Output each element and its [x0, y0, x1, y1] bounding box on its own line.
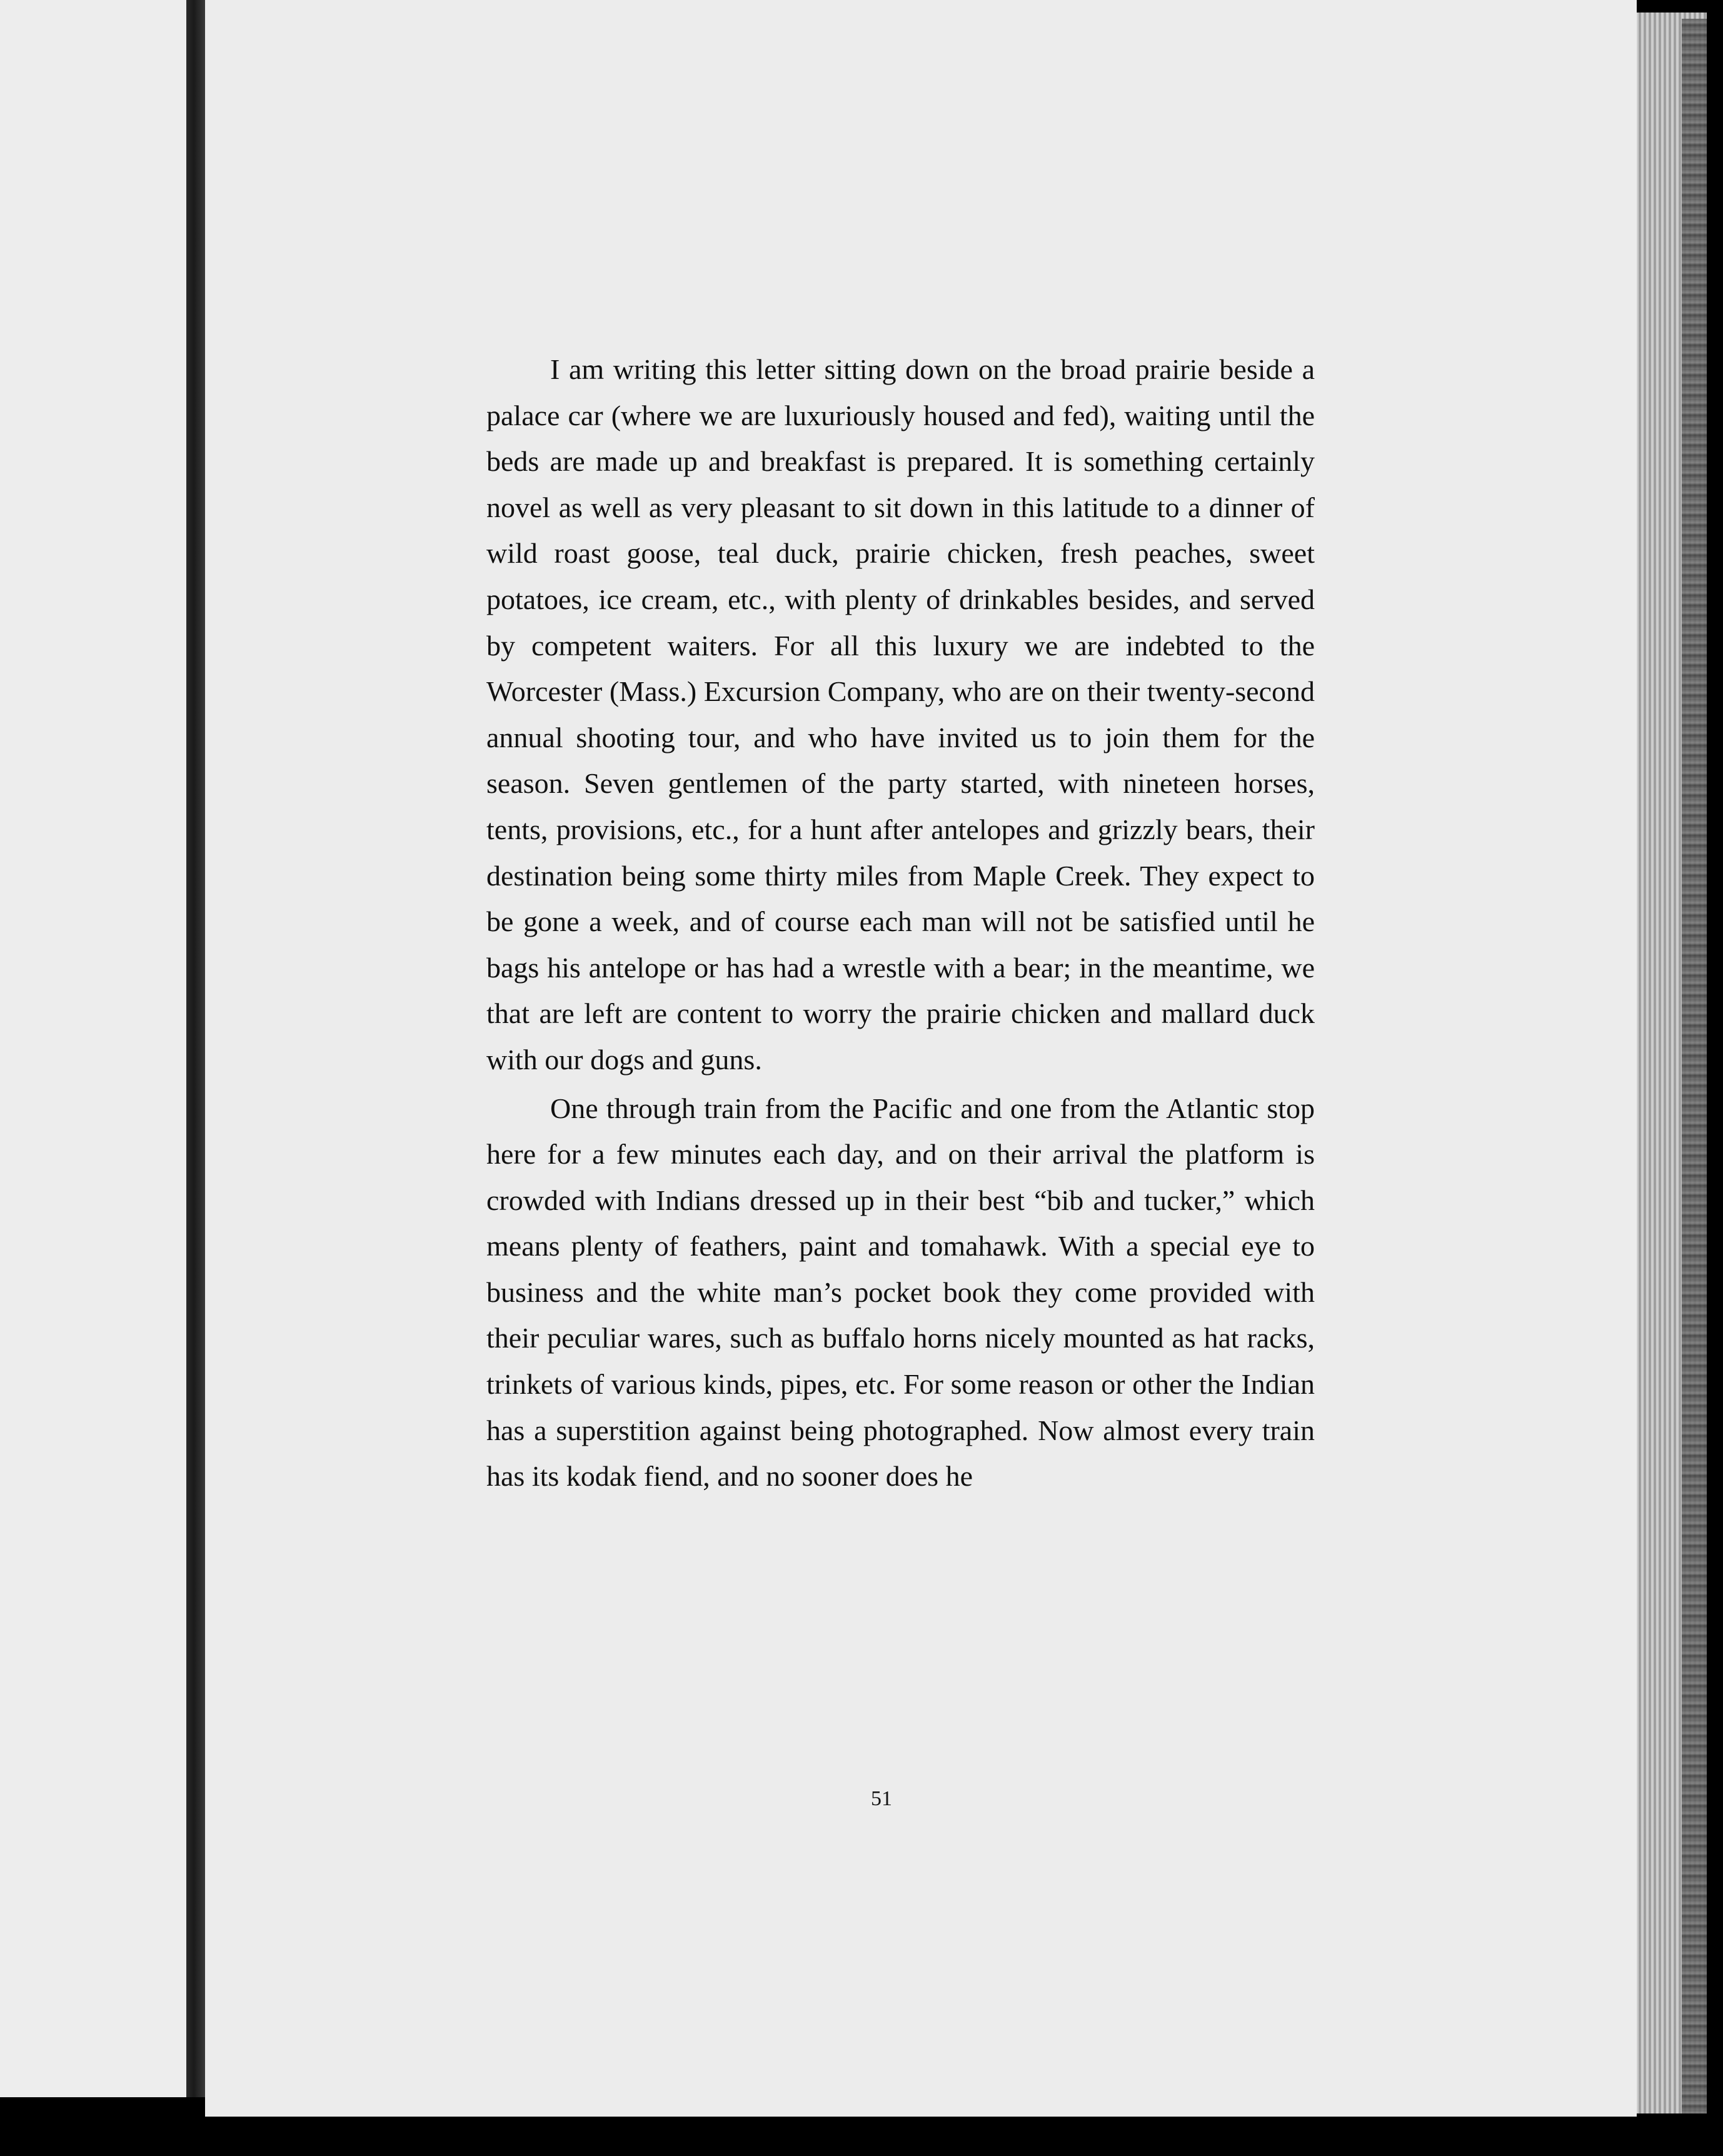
body-text	[486, 346, 1315, 1499]
paragraph-1: I am writing this letter sitting down on the broad prairie beside a palace car (where we are luxuriously housed and fed), waiting until the beds are made up and breakfast is prepared. It is something certainly novel as well as very pleasant to sit down in this latitude to a dinner of wild roast goose, teal duck, prairie chicken, fresh peaches, sweet potatoes, ice cream, etc., with plenty of drinkables besides, and served by competent waiters. For all this luxury we are indebted to the Worcester (Mass.) Excursion Company, who are on their twenty-second annual shooting tour, and who have invited us to join them for the season. Seven gentlemen of the party started, with nineteen horses, tents, provisions, etc., for a hunt after antelopes and grizzly bears, their destination being some thirty miles from Maple Creek. They expect to be gone a week, and of course each man will not be satisfied until he bags his antelope or has had a wrestle with a bear; in the meantime, we that are left are content to worry the prairie chicken and mallard duck with our dogs and guns.	[486, 353, 1315, 1075]
paragraph-2: One through train from the Pacific and one from the Atlantic stop here for a few minutes each day, and on their arrival the platform is crowded with Indians dressed up in their best “bib and tucker,” which means plenty of feathers, paint and tomahawk. With a special eye to business and the white man’s pocket book they come provided with their peculiar wares, such as buffalo horns nicely mounted as hat racks, trinkets of various kinds, pipes, etc. For some reason or other the Indian has a superstition against being photographed. Now almost every train has its kodak fiend, and no sooner does he	[486, 1092, 1315, 1493]
page-number: 51	[871, 1787, 892, 1810]
book-gutter	[186, 0, 205, 2097]
book-fore-edge	[1682, 19, 1707, 2113]
left-page	[0, 0, 186, 2097]
